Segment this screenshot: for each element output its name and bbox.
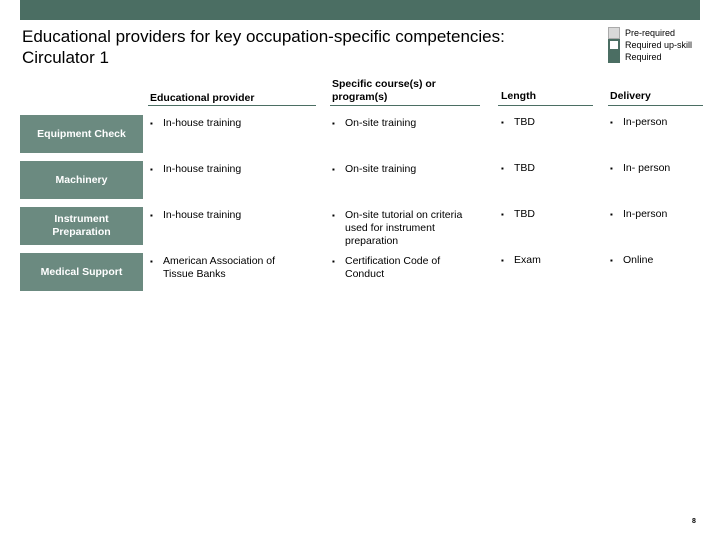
bullet-icon: ▪ (332, 211, 335, 220)
cell-text: In-person (623, 116, 668, 128)
cell-text: In- person (623, 162, 671, 174)
cell-provider (150, 209, 320, 222)
column-rule (608, 105, 703, 106)
legend-label: Required (625, 52, 662, 62)
cell-delivery (610, 254, 705, 267)
cell-length (501, 254, 591, 267)
cell-text: In-house training (163, 163, 242, 175)
legend-label: Pre-required (625, 28, 676, 38)
bullet-icon: ▪ (150, 119, 153, 128)
column-rule (498, 105, 593, 106)
cell-length (501, 116, 591, 129)
bullet-icon: ▪ (332, 257, 335, 266)
column-header-provider: Educational provider (150, 92, 255, 104)
bullet-icon: ▪ (501, 164, 504, 173)
column-rule (330, 105, 480, 106)
column-header-delivery: Delivery (610, 90, 651, 102)
bullet-icon: ▪ (332, 165, 335, 174)
column-header-length: Length (501, 90, 536, 102)
row-label-machinery: Machinery (20, 161, 143, 199)
cell-text: TBD (514, 162, 535, 174)
bullet-icon: ▪ (610, 210, 613, 219)
bullet-icon: ▪ (150, 211, 153, 220)
column-rule (148, 105, 316, 106)
cell-delivery (610, 116, 705, 129)
bullet-icon: ▪ (150, 165, 153, 174)
legend-item-required (608, 51, 718, 63)
cell-text: On-site training (345, 117, 417, 129)
cell-text: On-site training (345, 163, 417, 175)
cell-course (332, 163, 482, 176)
cell-delivery (610, 208, 705, 221)
cell-text: Certification Code of Conduct (345, 255, 441, 280)
cell-provider (150, 117, 320, 130)
bullet-icon: ▪ (610, 256, 613, 265)
bullet-icon: ▪ (610, 118, 613, 127)
cell-course (332, 209, 482, 248)
legend-item-pre-required (608, 27, 718, 39)
bullet-icon: ▪ (332, 119, 335, 128)
row-label-equipment-check: Equipment Check (20, 115, 143, 153)
cell-course (332, 255, 462, 281)
top-banner (20, 0, 700, 20)
bullet-icon: ▪ (501, 210, 504, 219)
cell-text: American Association of Tissue Banks (163, 255, 276, 280)
row-label-instrument-preparation: Instrument Preparation (20, 207, 143, 245)
cell-text: On-site tutorial on criteria used for instrument preparation (345, 209, 463, 247)
bullet-icon: ▪ (501, 256, 504, 265)
row-label-medical-support: Medical Support (20, 253, 143, 291)
cell-text: In-person (623, 208, 668, 220)
page-number: 8 (692, 518, 696, 525)
cell-text: In-house training (163, 209, 242, 221)
cell-provider (150, 163, 320, 176)
cell-text: TBD (514, 208, 535, 220)
cell-course (332, 117, 482, 130)
legend-swatch-required-up-skill (608, 39, 620, 51)
legend-label: Required up-skill (625, 40, 693, 50)
bullet-icon: ▪ (610, 164, 613, 173)
bullet-icon: ▪ (501, 118, 504, 127)
column-header-course: Specific course(s) or program(s) (332, 78, 436, 103)
cell-text: Exam (514, 254, 541, 266)
cell-text: TBD (514, 116, 535, 128)
cell-provider (150, 255, 300, 281)
page-title: Educational providers for key occupation-specific competencies: Circulator 1 (22, 27, 505, 67)
cell-text: In-house training (163, 117, 242, 129)
legend-item-required-up-skill (608, 39, 718, 51)
legend-swatch-required (608, 51, 620, 63)
cell-length (501, 208, 591, 221)
cell-text: Online (623, 254, 654, 266)
cell-delivery (610, 162, 705, 175)
cell-length (501, 162, 591, 175)
bullet-icon: ▪ (150, 257, 153, 266)
legend-swatch-pre-required (608, 27, 620, 39)
